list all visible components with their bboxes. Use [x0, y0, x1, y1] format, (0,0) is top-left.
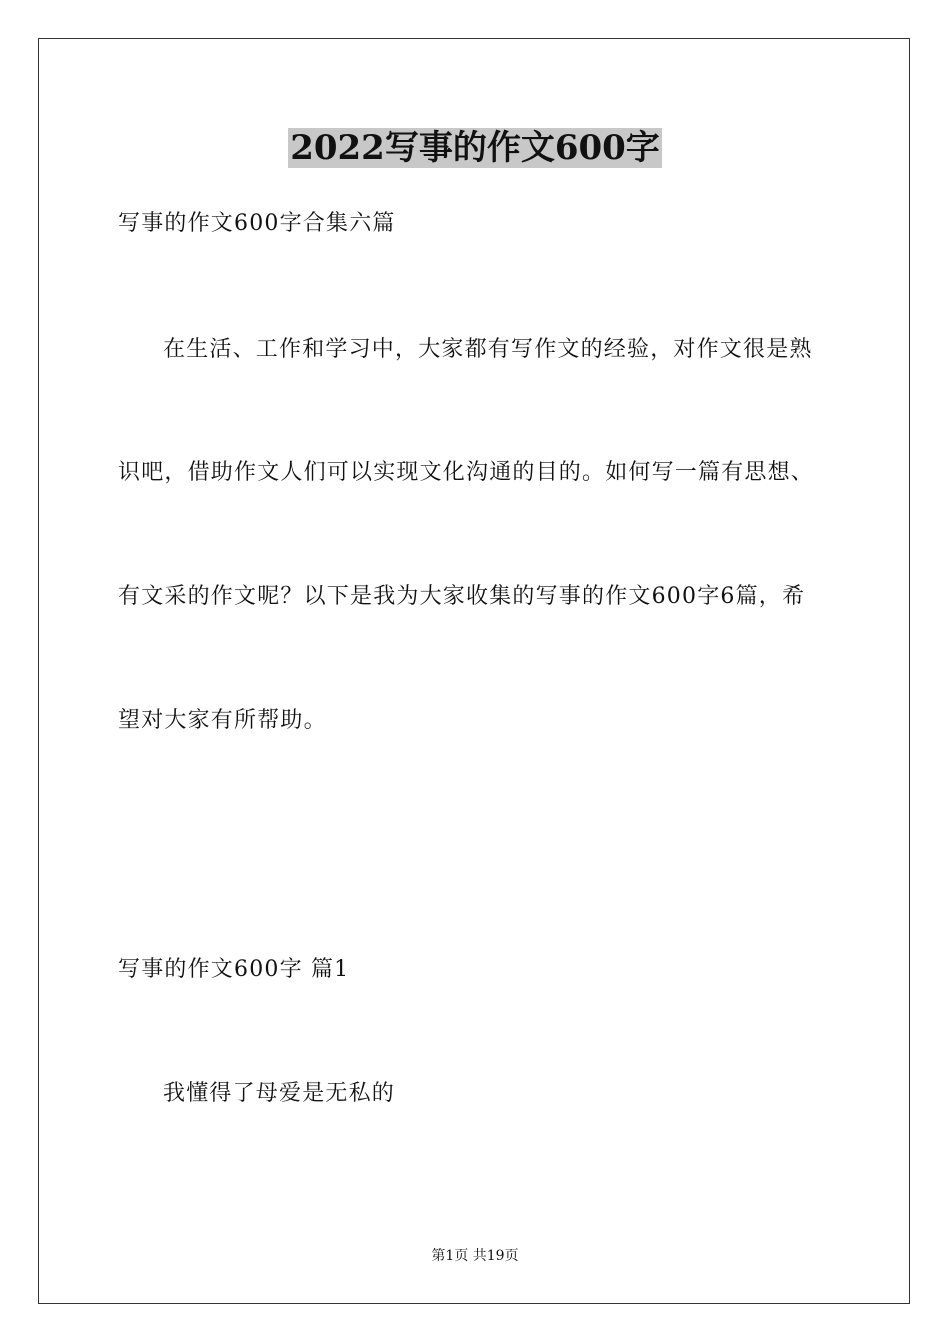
document-title-text: 2022写事的作文600字 — [290, 128, 660, 168]
intro-line-3: 有文采的作文呢？以下是我为大家收集的写事的作文600字6篇，希 — [118, 584, 806, 609]
intro-line-4: 望对大家有所帮助。 — [118, 708, 327, 733]
document-subtitle: 写事的作文600字合集六篇 — [118, 211, 396, 236]
page-number: 第1页 共19页 — [431, 1248, 519, 1264]
intro-line-1: 在生活、工作和学习中，大家都有写作文的经验，对作文很是熟 — [163, 337, 813, 362]
document-title — [0, 126, 950, 170]
section-heading: 写事的作文600字 篇1 — [118, 957, 350, 982]
intro-line-2: 识吧，借助作文人们可以实现文化沟通的目的。如何写一篇有思想、 — [118, 460, 815, 485]
section-first-line: 我懂得了母爱是无私的 — [163, 1081, 396, 1106]
